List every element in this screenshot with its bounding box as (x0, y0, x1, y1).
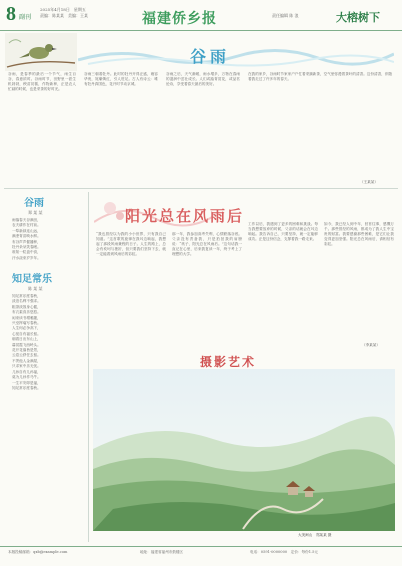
footer-right: 电话：0591-0000000 定价：每份1.5元 (250, 550, 319, 554)
poem1-title: 谷雨 (24, 198, 44, 209)
photo-section-title: 摄影艺术 (200, 355, 257, 369)
essay-text-col-1: “我也曾经以为我的小小世界，只有我自己知道。”这首歌的旋律在我耳边响起，我想起了那段风雨兼程的日子。人生的路上，总会有坎坷与挫折，但只要我们坚持下去，就一定能看到风雨后的彩虹。 (96, 232, 166, 256)
guyu-text-col-1: 谷雨，是春季的最后一个节气，雨生百谷，春意浓时。谷雨时节，田野里一派生机勃勃，秧苗初插，作物新种，正是农人忙碌的时候，也是采茶的好时光。 (8, 72, 76, 91)
footer-bar (0, 546, 402, 566)
guyu-text-col-4: 在我的家乡，谷雨时节家家户户忙着采摘新茶，空气里弥漫着茶叶的清香。这份清香，伴随着我走过了许多年的春天。 (248, 72, 392, 81)
essay-text-col-4: 如今，我已经人到中年，回首往事，感慨万千。那些曾经的风雨，都成为了我人生中宝贵的财富。我要感谢那些困难，是它们让我变得更加坚强。阳光总在风雨后，请相信有彩虹。 (324, 222, 394, 246)
issue-editors: 责编：陈某某 美编：王某 (40, 13, 88, 18)
issue-date: 2025年4月18日 星期五 (40, 7, 86, 12)
poem1-lines: 雨落春天谷满田， 农夫耕作在村前。 一犁新绿连山远， 满垄青苗映水鲜。 布谷声声催播种， 牡丹朵朵笑春眠。 谁知一粒盘中食， 汗水浇来岁岁年。 (12, 218, 41, 260)
page-number: 8 (6, 3, 16, 25)
guyu-section-title: 谷雨 (190, 47, 231, 66)
column-rule (88, 192, 89, 542)
poem1-author: 郑 某 某 (28, 210, 43, 215)
essay-text-col-2: 那一年，我参加高考失利，心情跌落谷底。父亲没有责备我，只是拍拍我的肩膀说：“孩子，阳光总在风雨后。”这句话我一直记在心里，后来我复读一年，终于考上了理想的大学。 (172, 232, 242, 256)
section-divider (4, 188, 398, 189)
bird-illustration (5, 33, 77, 71)
editor-line: 责任编辑 陈 浪 (272, 13, 299, 18)
page-label: 副刊 (19, 14, 32, 21)
essay-title: 阳光总在风雨后 (125, 207, 245, 225)
essay-text-col-3: 工作以后，我遇到了更多的困难和挑战。每当我想要放弃的时候，父亲的话就会在耳边响起。我告诉自己，只要坚持，就一定能够成功。正是这份信念，支撑着我一路走来。 (248, 222, 318, 241)
footer-left: 本版投稿邮箱：qxb@example.com (8, 550, 68, 554)
footer-middle: 地址：福建省福州市鼓楼区 (140, 550, 184, 554)
poem2-author: 陈 某 某 (28, 286, 43, 291)
newspaper-logo: 福建侨乡报 (142, 11, 217, 27)
landscape-photo (93, 369, 395, 531)
issue-meta (40, 7, 88, 19)
essay-byline: （李某某） (362, 343, 380, 347)
guyu-banner-decoration (78, 40, 394, 68)
photo-caption: 大美闽山 郑某某 摄 (298, 533, 332, 537)
guyu-text-col-2: 谷雨三朝看牡丹。此时的牡丹开得正盛，雍容华贵，姹紫嫣红，引人驻足。古人有诗云：唯有牡丹真国色，花开时节动京城。 (84, 72, 158, 86)
poem2-lines: 知足常乐度春秋， 淡泊名利不强求。 粗茶淡饭身心健， 布衣素食乐悠悠。 闲来读书增雅趣， 兴至挥毫写春秋。 人生何必争高下， 心宽自有福长留。 朝看日出东山上， 暮赏霞飞西岭头。 花开花落皆是景， 云卷云舒任去留。 不羡他人金满屋， 只求家中乐无忧。 儿孙自有儿孙福， 莫为儿孙作马牛。 一生平安即是福， 知足常乐度春秋。 (12, 294, 41, 390)
section-rubric: 大榕树下 (336, 11, 380, 24)
guyu-byline: （王某某） (360, 180, 378, 184)
poem2-title: 知足常乐 (12, 274, 52, 285)
guyu-text-col-3: 谷雨之后，天气渐暖，雨水增多，万物在春雨的滋润中茁壮成长。人们或踏青赏花，或品茗论诗，享受着春天最后的美好。 (166, 72, 240, 86)
